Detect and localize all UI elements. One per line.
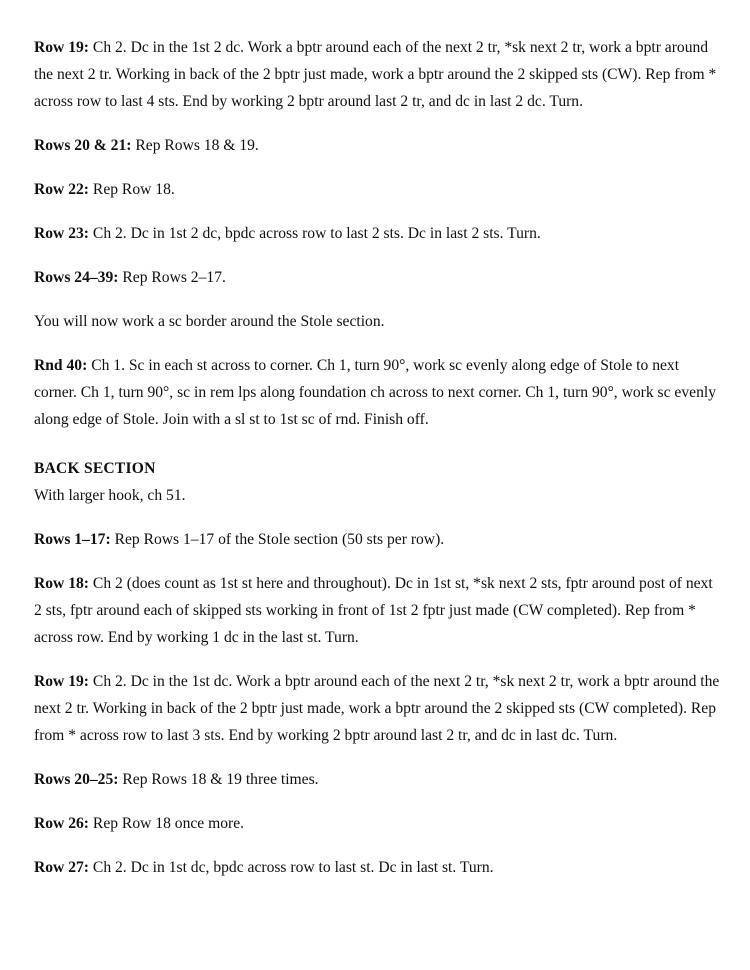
row-label: Row 19:: [34, 39, 90, 56]
paragraph-rows-1-17: [34, 526, 724, 553]
document-page: [34, 34, 724, 898]
row-text: Ch 2. Dc in 1st 2 dc, bpdc across row to last 2 sts. Dc in last 2 sts. Turn.: [89, 225, 541, 242]
paragraph-rnd-40: [34, 352, 724, 433]
row-text: Rep Row 18 once more.: [89, 815, 245, 832]
paragraph-row-23: [34, 220, 724, 247]
paragraph-row-19-back: [34, 668, 724, 749]
row-text: Ch 2. Dc in the 1st dc. Work a bptr around each of the next 2 tr, *sk next 2 tr, work a bptr around the next 2 tr. Working in back of the 2 bptr just made, work a bptr around the 2 skipped sts (CW completed). Rep from * across row to last 3 sts. End by working 2 bptr around last 2 tr, and dc in last dc. Turn.: [34, 673, 720, 744]
row-text: Rep Rows 18 & 19 three times.: [118, 771, 319, 788]
paragraph-rows-24-39: [34, 264, 724, 291]
row-label: Row 27:: [34, 859, 90, 876]
paragraph-row-27: [34, 854, 724, 881]
row-label: Rows 1–17:: [34, 531, 111, 548]
paragraph-row-19: [34, 34, 724, 115]
row-label: Row 23:: [34, 225, 90, 242]
row-label: Rows 20 & 21:: [34, 137, 132, 154]
paragraph-rows-20-21: [34, 132, 724, 159]
paragraph-row-22: [34, 176, 724, 203]
section-intro: With larger hook, ch 51.: [34, 487, 186, 504]
row-text: Rep Row 18.: [89, 181, 175, 198]
paragraph-row-18: [34, 570, 724, 651]
note-text: You will now work a sc border around the Stole section.: [34, 313, 385, 330]
row-text: Rep Rows 1–17 of the Stole section (50 sts per row).: [110, 531, 445, 548]
row-text: Rep Rows 2–17.: [118, 269, 226, 286]
row-text: Ch 2. Dc in the 1st 2 dc. Work a bptr around each of the next 2 tr, *sk next 2 tr, work a bptr around the next 2 tr. Working in back of the 2 bptr just made, work a bptr around the 2 skipped sts (CW). Rep from * across row to last 4 sts. End by working 2 bptr around last 2 tr, and dc in last 2 dc. Turn.: [34, 39, 717, 110]
row-label: Row 18:: [34, 575, 90, 592]
row-text: Rep Rows 18 & 19.: [131, 137, 259, 154]
row-text: Ch 2. Dc in 1st dc, bpdc across row to last st. Dc in last st. Turn.: [89, 859, 494, 876]
row-label: Row 26:: [34, 815, 90, 832]
row-label: Rows 20–25:: [34, 771, 119, 788]
row-label: Row 22:: [34, 181, 90, 198]
row-label: Row 19:: [34, 673, 90, 690]
row-text: Ch 1. Sc in each st across to corner. Ch 1, turn 90°, work sc evenly along edge of Stole to next corner. Ch 1, turn 90°, sc in rem lps along foundation ch across to next corner. Ch 1, turn 90°, work sc evenly along edge of Stole. Join with a sl st to 1st sc of rnd. Finish off.: [34, 357, 716, 428]
row-label: Rnd 40:: [34, 357, 88, 374]
row-text: Ch 2 (does count as 1st st here and throughout). Dc in 1st st, *sk next 2 sts, fptr around post of next 2 sts, fptr around each of skipped sts working in front of 1st 2 fptr just made (CW completed). Rep from * across row. End by working 1 dc in the last st. Turn.: [34, 575, 713, 646]
paragraph-border-note: [34, 308, 724, 335]
row-label: Rows 24–39:: [34, 269, 119, 286]
section-heading: BACK SECTION: [34, 460, 156, 477]
paragraph-rows-20-25: [34, 766, 724, 793]
paragraph-row-26: [34, 810, 724, 837]
